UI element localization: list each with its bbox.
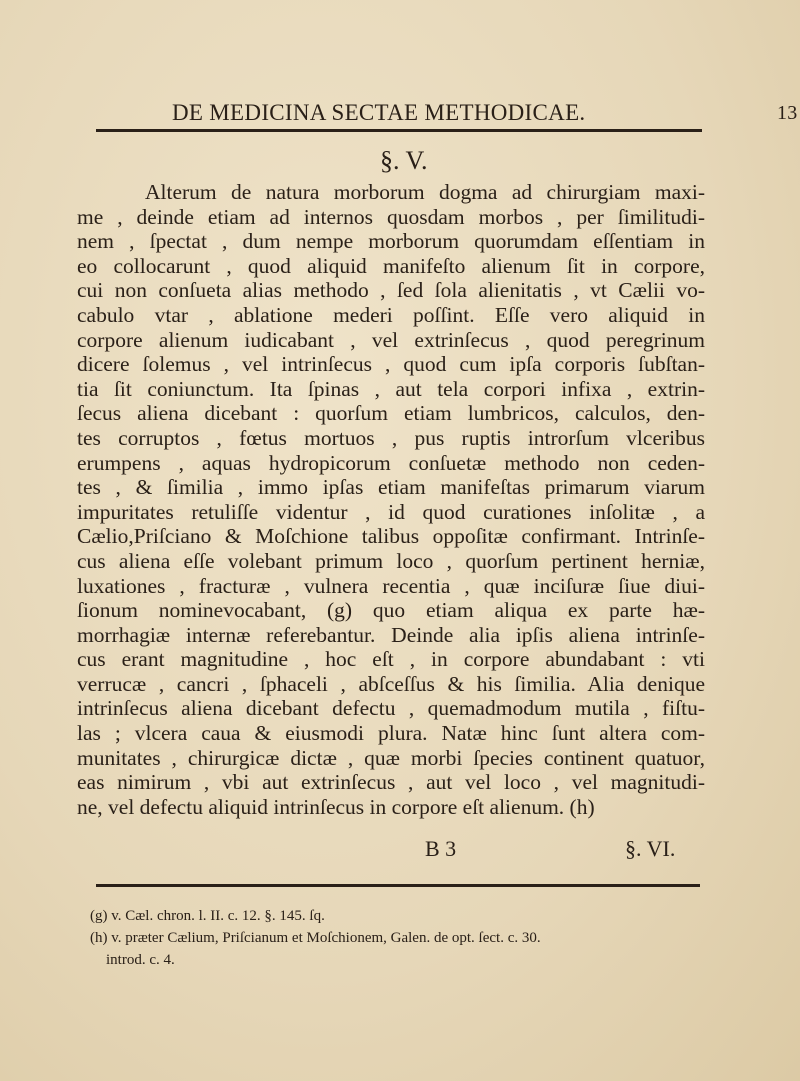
body-line: me , deinde etiam ad internos quosdam morbos , per ſimilitudi- xyxy=(77,204,705,229)
section-heading: §. V. xyxy=(380,146,428,175)
body-line: tia ſit coniunctum. Ita ſpinas , aut tela corpori infixa , extrin- xyxy=(77,376,705,401)
body-line: eo collocarunt , quod aliquid manifeſto alienum ſit in corpore, xyxy=(77,253,705,278)
footnote-line: (h) v. præter Cælium, Priſcianum et Moſchionem, Galen. de opt. ſect. c. 30. xyxy=(90,930,541,946)
body-line: verrucæ , cancri , ſphaceli , abſceſſus & his ſimilia. Alia denique xyxy=(77,671,705,696)
body-line: munitates , chirurgicæ dictæ , quæ morbi ſpecies continent quatuor, xyxy=(77,745,705,770)
body-line: cui non conſueta alias methodo , ſed ſola alienitatis , vt Cælii vo- xyxy=(77,278,705,303)
body-line: erumpens , aquas hydropicorum conſuetæ methodo non ceden- xyxy=(77,450,705,475)
body-line: las ; vlcera caua & eiusmodi plura. Natæ hinc ſunt altera com- xyxy=(77,721,705,746)
body-line: eas nimirum , vbi aut extrinſecus , aut vel loco , vel magnitudi- xyxy=(77,770,705,795)
body-line: ſecus aliena dicebant : quorſum etiam lumbricos, calculos, den- xyxy=(77,401,705,426)
body-line: corpore alienum iudicabant , vel extrinſecus , quod peregrinum xyxy=(77,327,705,352)
body-line: nem , ſpectat , dum nempe morborum quorumdam eſſentiam in xyxy=(77,229,705,254)
page-number: 13 xyxy=(777,102,798,124)
footnotes xyxy=(90,905,730,971)
footnote-line: (g) v. Cæl. chron. l. II. c. 12. §. 145. ſq. xyxy=(90,908,325,924)
body-line: ſionum nominevocabant, (g) quo etiam aliqua ex parte hæ- xyxy=(77,598,705,623)
body-line: ne, vel defectu aliquid intrinſecus in corpore eſt alienum. (h) xyxy=(77,794,595,819)
body-text xyxy=(77,180,705,819)
body-line: luxationes , fracturæ , vulnera recentia , quæ inciſuræ ſiue diui- xyxy=(77,573,705,598)
body-line: cabulo vtar , ablatione mederi poſſint. Eſſe vero aliquid in xyxy=(77,302,705,327)
body-line: Alterum de natura morborum dogma ad chirurgiam maxi- xyxy=(145,180,705,204)
body-line: Cælio,Priſciano & Moſchione talibus oppoſitæ confirmant. Intrinſe- xyxy=(77,524,705,549)
signature-mark: B 3 xyxy=(425,836,457,861)
running-title: DE MEDICINA SECTAE METHODICAE. xyxy=(172,100,586,125)
body-line: tes , & ſimilia , immo ipſas etiam manifeſtas primarum viarum xyxy=(77,475,705,500)
body-line: tes corruptos , fœtus mortuos , pus ruptis introrſum vlceribus xyxy=(77,425,705,450)
footnote-line: introd. c. 4. xyxy=(106,952,175,968)
running-header xyxy=(172,100,798,132)
body-line: cus erant magnitudine , hoc eſt , in corpore abundabant : vti xyxy=(77,647,705,672)
footnote-rule xyxy=(96,884,700,887)
body-line: intrinſecus aliena dicebant defectu , quemadmodum mutila , fiſtu- xyxy=(77,696,705,721)
catchword: §. VI. xyxy=(625,836,676,861)
body-line: dicere ſolemus , vel intrinſecus , quod cum ipſa corporis ſubſtan- xyxy=(77,352,705,377)
body-line: impuritates retuliſſe videntur , id quod curationes inſolitæ , a xyxy=(77,499,705,524)
body-line: cus aliena eſſe volebant primum loco , quorſum pertinent herniæ, xyxy=(77,548,705,573)
body-line: morrhagiæ internæ referebantur. Deinde alia ipſis aliena intrinſe- xyxy=(77,622,705,647)
header-rule xyxy=(96,129,702,132)
